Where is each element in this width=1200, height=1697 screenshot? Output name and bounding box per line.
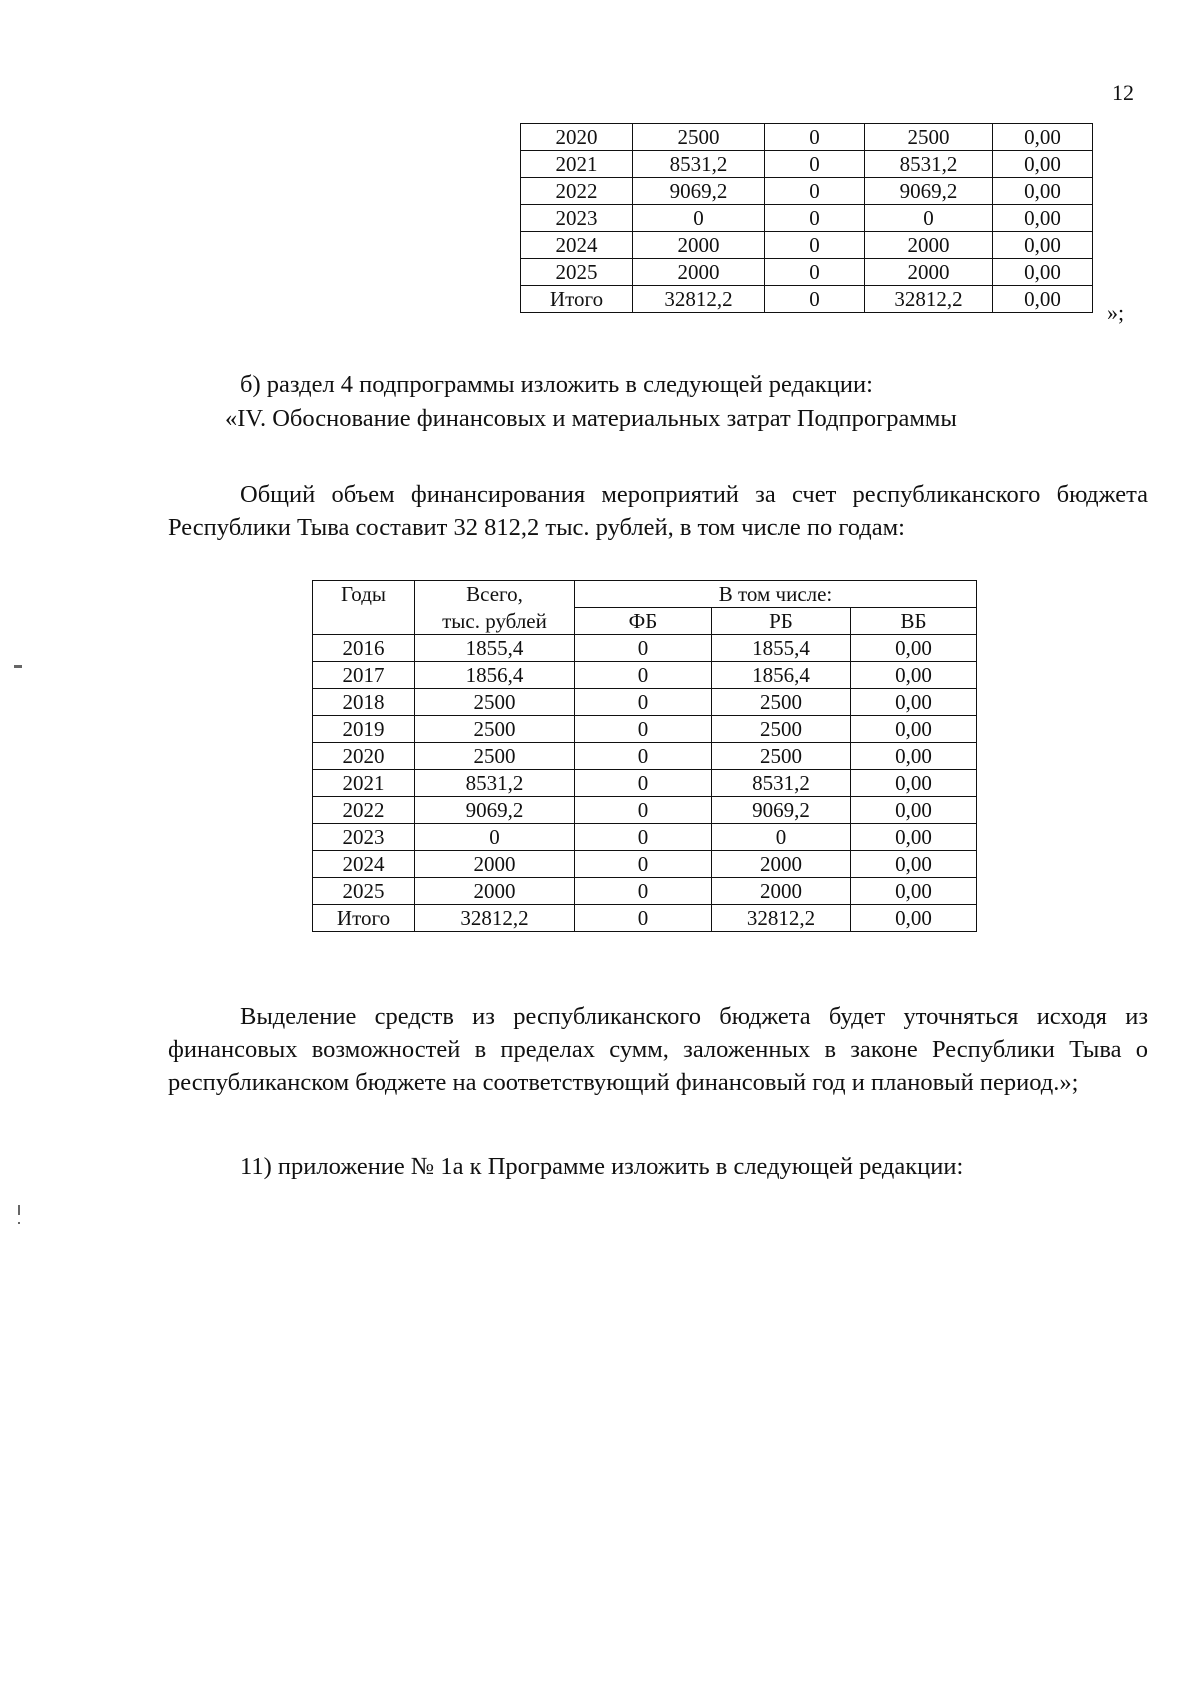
cell-fb: 0 — [765, 259, 865, 286]
cell-vb: 0,00 — [851, 905, 977, 932]
cell-year: Итого — [521, 286, 633, 313]
amendment-item-b: б) раздел 4 подпрограммы изложить в следующей редакции: — [240, 371, 873, 398]
cell-year: 2018 — [313, 689, 415, 716]
cell-fb: 0 — [575, 635, 712, 662]
cell-total: 32812,2 — [633, 286, 765, 313]
cell-vb: 0,00 — [851, 770, 977, 797]
cell-vb: 0,00 — [851, 797, 977, 824]
total-funding-paragraph: Общий объем финансирования мероприятий за счет республиканского бюджета Республики Тыва составит 32 812,2 тыс. рублей, в том числе по годам: — [168, 481, 1148, 541]
table-row — [313, 689, 977, 716]
header-including: В том числе: — [575, 581, 977, 608]
cell-total: 9069,2 — [633, 178, 765, 205]
cell-vb: 0,00 — [851, 878, 977, 905]
cell-fb: 0 — [575, 797, 712, 824]
cell-fb: 0 — [575, 662, 712, 689]
cell-year: 2019 — [313, 716, 415, 743]
cell-total: 2500 — [415, 716, 575, 743]
cell-fb: 0 — [765, 232, 865, 259]
cell-rb: 2000 — [865, 259, 993, 286]
cell-vb: 0,00 — [993, 151, 1093, 178]
table-row — [521, 205, 1093, 232]
page-number: 12 — [1112, 80, 1134, 105]
cell-rb: 8531,2 — [712, 770, 851, 797]
cell-year: Итого — [313, 905, 415, 932]
allocation-paragraph: Выделение средств из республиканского бюджета будет уточняться исходя из финансовых возможностей в пределах сумм, заложенных в законе Республики Тыва о республиканском бюджете на соответствующий финансовый год и плановый период.»; — [168, 1003, 1148, 1096]
cell-year: 2024 — [521, 232, 633, 259]
cell-total: 2000 — [415, 851, 575, 878]
cell-year: 2025 — [313, 878, 415, 905]
cell-year: 2022 — [521, 178, 633, 205]
cell-year: 2022 — [313, 797, 415, 824]
amendment-item-11: 11) приложение № 1а к Программе изложить в следующей редакции: — [240, 1153, 964, 1180]
table-row — [521, 259, 1093, 286]
cell-total: 2000 — [633, 232, 765, 259]
cell-vb: 0,00 — [993, 178, 1093, 205]
cell-total: 1856,4 — [415, 662, 575, 689]
table-row — [313, 770, 977, 797]
cell-rb: 2000 — [712, 851, 851, 878]
section-heading: «IV. Обоснование финансовых и материальных затрат Подпрограммы — [225, 405, 957, 432]
cell-year: 2023 — [313, 824, 415, 851]
cell-total: 9069,2 — [415, 797, 575, 824]
cell-fb: 0 — [575, 743, 712, 770]
table-row — [313, 878, 977, 905]
table-row — [521, 151, 1093, 178]
funding-table-body — [313, 635, 977, 932]
cell-year: 2023 — [521, 205, 633, 232]
cell-vb: 0,00 — [993, 286, 1093, 313]
table-row — [313, 662, 977, 689]
funding-table-continuation-body — [521, 124, 1093, 313]
cell-rb: 32812,2 — [865, 286, 993, 313]
cell-fb: 0 — [765, 124, 865, 151]
table-row — [313, 905, 977, 932]
table-row — [313, 635, 977, 662]
cell-rb: 2500 — [712, 689, 851, 716]
cell-vb: 0,00 — [851, 824, 977, 851]
cell-vb: 0,00 — [851, 635, 977, 662]
cell-total: 2500 — [415, 689, 575, 716]
cell-year: 2017 — [313, 662, 415, 689]
cell-year: 2025 — [521, 259, 633, 286]
cell-fb: 0 — [765, 286, 865, 313]
cell-rb: 0 — [865, 205, 993, 232]
cell-year: 2024 — [313, 851, 415, 878]
cell-rb: 9069,2 — [712, 797, 851, 824]
closing-quote: »; — [1107, 300, 1125, 325]
header-total-line2: тыс. рублей — [415, 608, 575, 635]
funding-table-header — [313, 581, 977, 635]
cell-rb: 2500 — [712, 743, 851, 770]
cell-fb: 0 — [575, 905, 712, 932]
cell-total: 0 — [633, 205, 765, 232]
table-row — [521, 124, 1093, 151]
cell-total: 1855,4 — [415, 635, 575, 662]
cell-rb: 1856,4 — [712, 662, 851, 689]
cell-vb: 0,00 — [851, 716, 977, 743]
cell-rb: 1855,4 — [712, 635, 851, 662]
funding-table-continuation — [520, 123, 1093, 313]
cell-total: 2000 — [415, 878, 575, 905]
cell-total: 2500 — [415, 743, 575, 770]
cell-total: 8531,2 — [633, 151, 765, 178]
table-row — [521, 286, 1093, 313]
cell-rb: 2000 — [865, 232, 993, 259]
cell-vb: 0,00 — [851, 689, 977, 716]
table-row — [521, 232, 1093, 259]
header-rb: РБ — [712, 608, 851, 635]
cell-fb: 0 — [765, 178, 865, 205]
cell-vb: 0,00 — [993, 205, 1093, 232]
table-row — [313, 824, 977, 851]
cell-year: 2021 — [521, 151, 633, 178]
funding-by-year-table — [312, 580, 977, 932]
cell-year: 2021 — [313, 770, 415, 797]
scan-artifact — [14, 665, 22, 668]
header-total-line1: Всего, — [415, 581, 575, 608]
table-row — [313, 716, 977, 743]
cell-fb: 0 — [575, 770, 712, 797]
cell-vb: 0,00 — [993, 232, 1093, 259]
cell-total: 32812,2 — [415, 905, 575, 932]
cell-year: 2020 — [313, 743, 415, 770]
cell-vb: 0,00 — [851, 851, 977, 878]
cell-rb: 2500 — [712, 716, 851, 743]
cell-fb: 0 — [575, 689, 712, 716]
cell-rb: 32812,2 — [712, 905, 851, 932]
scan-artifact — [18, 1222, 20, 1224]
table-row — [521, 178, 1093, 205]
cell-fb: 0 — [575, 716, 712, 743]
header-years: Годы — [313, 581, 415, 635]
table-row — [313, 851, 977, 878]
cell-vb: 0,00 — [993, 124, 1093, 151]
cell-rb: 0 — [712, 824, 851, 851]
table-row — [313, 743, 977, 770]
header-fb: ФБ — [575, 608, 712, 635]
cell-total: 0 — [415, 824, 575, 851]
cell-vb: 0,00 — [993, 259, 1093, 286]
cell-total: 2000 — [633, 259, 765, 286]
cell-vb: 0,00 — [851, 743, 977, 770]
scan-artifact — [18, 1205, 20, 1215]
cell-rb: 2000 — [712, 878, 851, 905]
cell-vb: 0,00 — [851, 662, 977, 689]
cell-rb: 9069,2 — [865, 178, 993, 205]
cell-fb: 0 — [575, 878, 712, 905]
cell-year: 2020 — [521, 124, 633, 151]
header-vb: ВБ — [851, 608, 977, 635]
cell-year: 2016 — [313, 635, 415, 662]
cell-total: 2500 — [633, 124, 765, 151]
cell-total: 8531,2 — [415, 770, 575, 797]
cell-fb: 0 — [765, 151, 865, 178]
cell-fb: 0 — [575, 851, 712, 878]
table-row — [313, 797, 977, 824]
cell-fb: 0 — [575, 824, 712, 851]
cell-rb: 2500 — [865, 124, 993, 151]
cell-fb: 0 — [765, 205, 865, 232]
cell-rb: 8531,2 — [865, 151, 993, 178]
